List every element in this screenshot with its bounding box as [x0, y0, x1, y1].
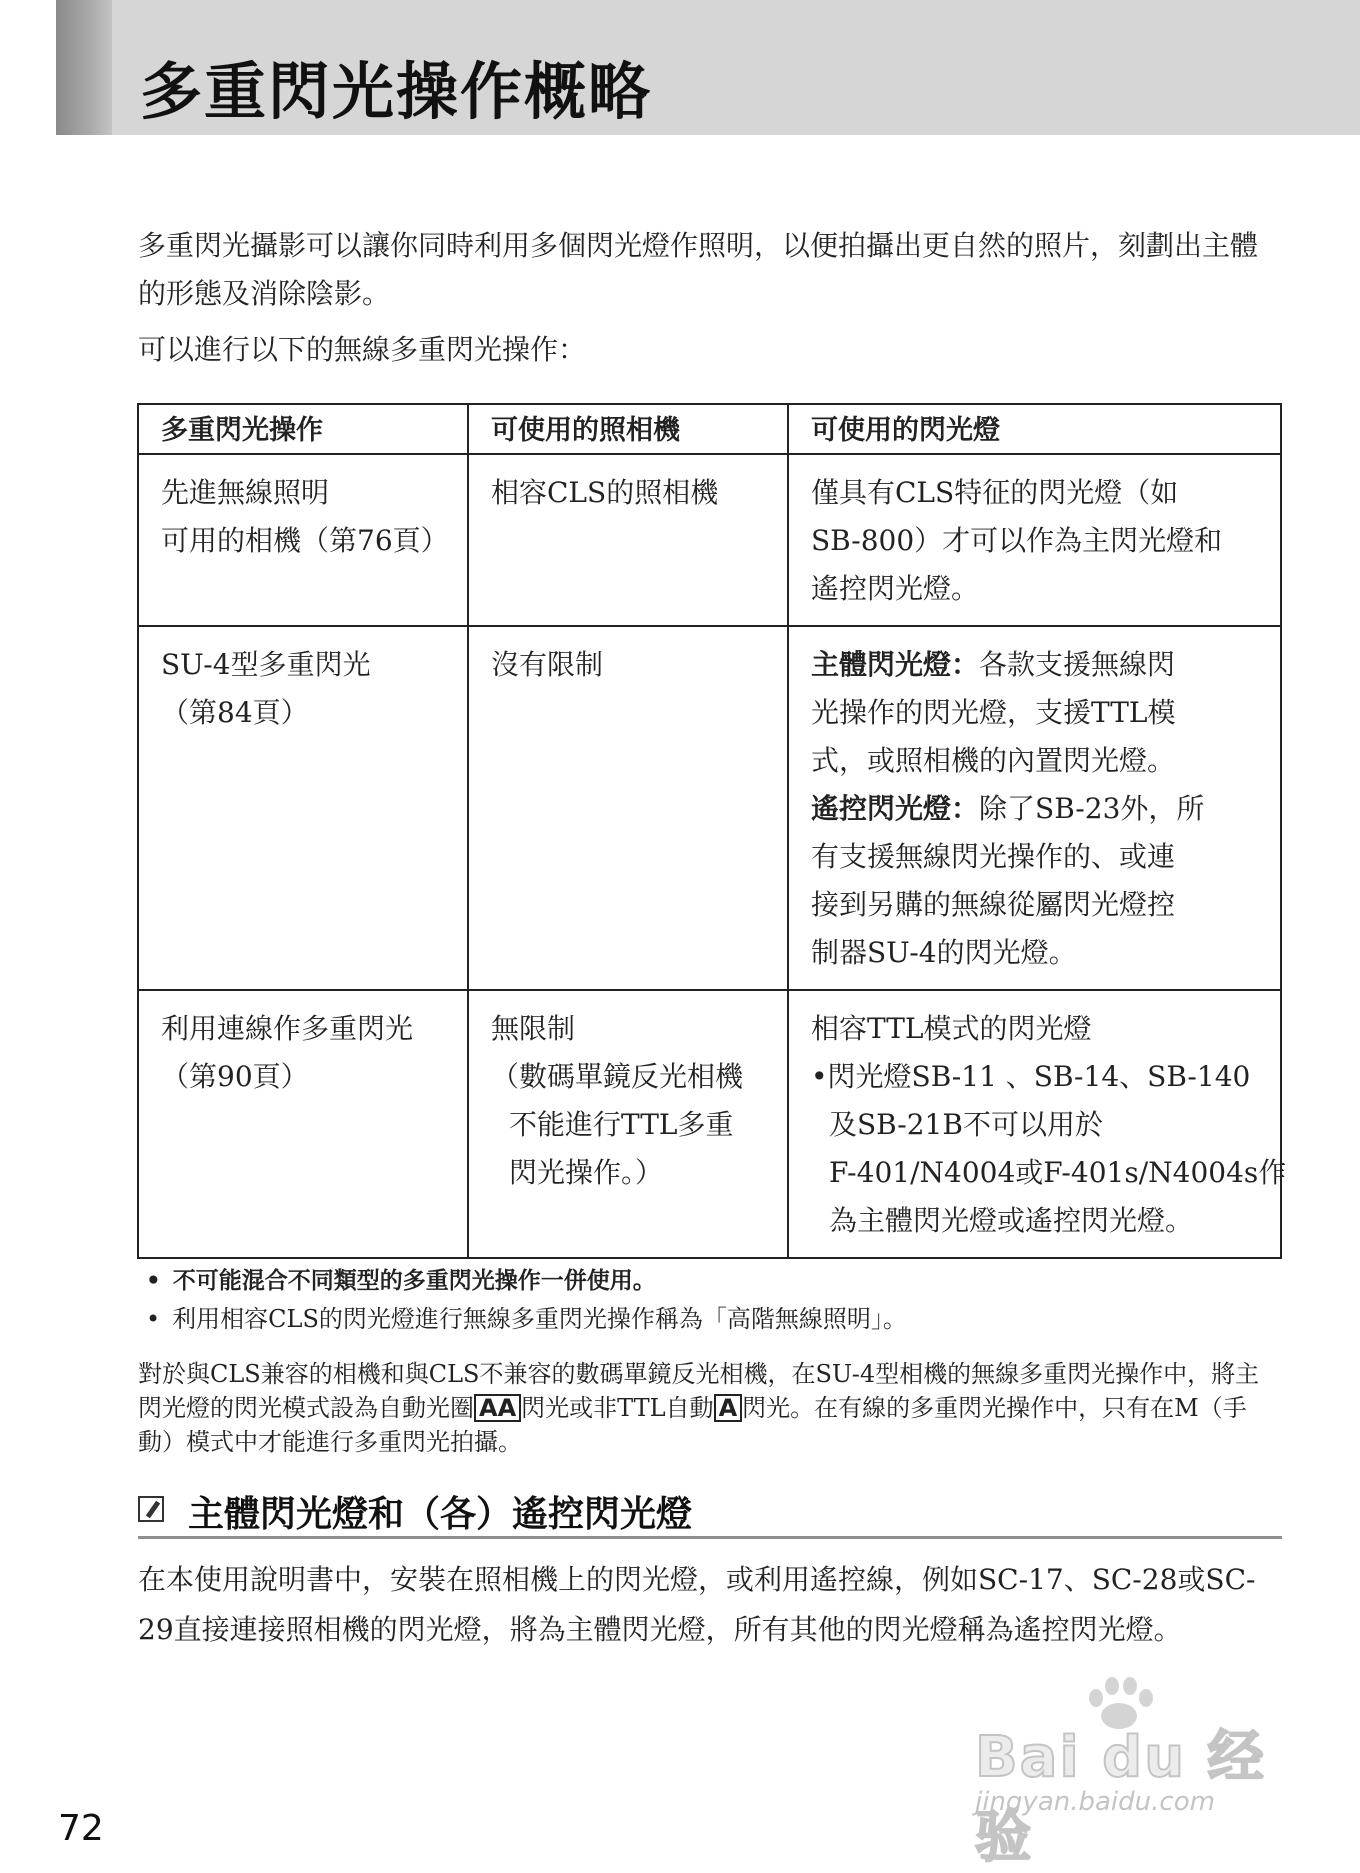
table-row [138, 454, 1281, 626]
section-heading [138, 1486, 1282, 1539]
page-number: 72 [58, 1808, 104, 1849]
cell-line: 相容CLS的照相機 [491, 476, 719, 509]
cell-line: •閃光燈SB-11 、SB-14、SB-140 [811, 1060, 1251, 1093]
cell-line: 接到另購的無線從屬閃光燈控 [811, 888, 1176, 921]
cell-line: 為主體閃光燈或遙控閃光燈。 [829, 1204, 1194, 1237]
cell-line: 不能進行TTL多重 [509, 1108, 734, 1141]
compatibility-paragraph [138, 1357, 1278, 1459]
master-flash-label: 主體閃光燈： [811, 648, 980, 681]
paragraph-text: 對於與CLS兼容的相機和與CLS不兼容的數碼單鏡反光相機，在SU-4型相機的無線多重閃光操作中，將主閃光燈的閃光模式設為自動光圈 [138, 1360, 1260, 1422]
table-row [138, 626, 1281, 990]
cell-line: 沒有限制 [491, 648, 604, 681]
cell-line: （第90頁） [161, 1060, 309, 1093]
cell-line: 有支援無線閃光操作的、或連 [811, 840, 1176, 873]
cell-line: 遙控閃光燈。 [811, 572, 980, 605]
cell-line: 及SB-21B不可以用於 [829, 1108, 1103, 1141]
watermark [975, 1675, 1275, 1870]
cell-line: SU-4型多重閃光 [161, 648, 371, 681]
title-band-accent [56, 0, 112, 135]
cell-flash [788, 626, 1281, 990]
intro-paragraph: 多重閃光攝影可以讓你同時利用多個閃光燈作照明，以便拍攝出更自然的照片，刻劃出主體的形態及消除陰影。 [138, 229, 1259, 310]
watermark-url: jingyan.baidu.com [975, 1787, 1215, 1817]
cell-line: （第84頁） [161, 696, 309, 729]
cell-line: 相容TTL模式的閃光燈 [811, 1012, 1092, 1045]
cell-line: SB-800）才可以作為主閃光燈和 [811, 524, 1223, 557]
auto-aperture-symbol: AA [474, 1394, 521, 1422]
cell-line: 利用連線作多重閃光 [161, 1012, 414, 1045]
note-item: • 利用相容CLS的閃光燈進行無線多重閃光操作稱為「高階無線照明」。 [146, 1300, 907, 1338]
page-title: 多重閃光操作概略 [140, 55, 653, 128]
cell-operation [138, 454, 468, 626]
notes-list [146, 1262, 907, 1338]
remote-flash-label: 遙控閃光燈： [811, 792, 980, 825]
paragraph-text: 閃光或非TTL自動 [521, 1394, 714, 1422]
cell-line [811, 785, 1258, 833]
cell-line: F-401/N4004或F-401s/N4004s作 [829, 1156, 1287, 1189]
paragraph-text: 閃光。在有線的多重閃光操作中，只有在M（手動）模式中才能進行多重閃光拍攝。 [138, 1394, 1247, 1456]
cell-line [811, 641, 1258, 689]
note-item: • 不可能混合不同類型的多重閃光操作一併使用。 [146, 1262, 907, 1300]
pencil-icon [138, 1496, 164, 1522]
cell-line: 制器SU-4的閃光燈。 [811, 936, 1077, 969]
cell-flash [788, 454, 1281, 626]
cell-line: 可用的相機（第76頁） [161, 524, 449, 557]
cell-operation [138, 626, 468, 990]
cell-camera [468, 626, 788, 990]
header-flash: 可使用的閃光燈 [788, 404, 1281, 454]
section-title: 主體閃光燈和（各）遙控閃光燈 [188, 1494, 693, 1535]
header-operation: 多重閃光操作 [138, 404, 468, 454]
cell-flash [788, 990, 1287, 1258]
table-header-row [138, 404, 1281, 454]
table-row [138, 990, 1281, 1258]
cell-camera [468, 454, 788, 626]
cell-line: 先進無線照明 [161, 476, 330, 509]
auto-mode-symbol: A [714, 1394, 743, 1422]
cell-camera [468, 990, 788, 1258]
cell-line: 式，或照相機的內置閃光燈。 [811, 744, 1176, 777]
cell-line: （數碼單鏡反光相機 [491, 1060, 744, 1093]
cell-line: 閃光操作。） [509, 1156, 664, 1189]
section-body: 在本使用說明書中，安裝在照相機上的閃光燈，或利用遙控線，例如SC-17、SC-28或SC-29直接連接照相機的閃光燈，將為主體閃光燈，所有其他的閃光燈稱為遙控閃光燈。 [138, 1563, 1256, 1646]
watermark-brand: Bai du 经验 [975, 1725, 1266, 1870]
cell-text: 除了SB-23外，所 [979, 792, 1205, 825]
cell-line: 僅具有CLS特征的閃光燈（如 [811, 476, 1179, 509]
cell-line: 無限制 [491, 1012, 576, 1045]
cell-line: 光操作的閃光燈，支援TTL模 [811, 696, 1176, 729]
flash-operations-table [137, 403, 1287, 1259]
header-camera: 可使用的照相機 [468, 404, 788, 454]
intro-lead-in: 可以進行以下的無線多重閃光操作： [138, 333, 587, 366]
cell-operation [138, 990, 468, 1258]
cell-text: 各款支援無線閃 [979, 648, 1176, 681]
